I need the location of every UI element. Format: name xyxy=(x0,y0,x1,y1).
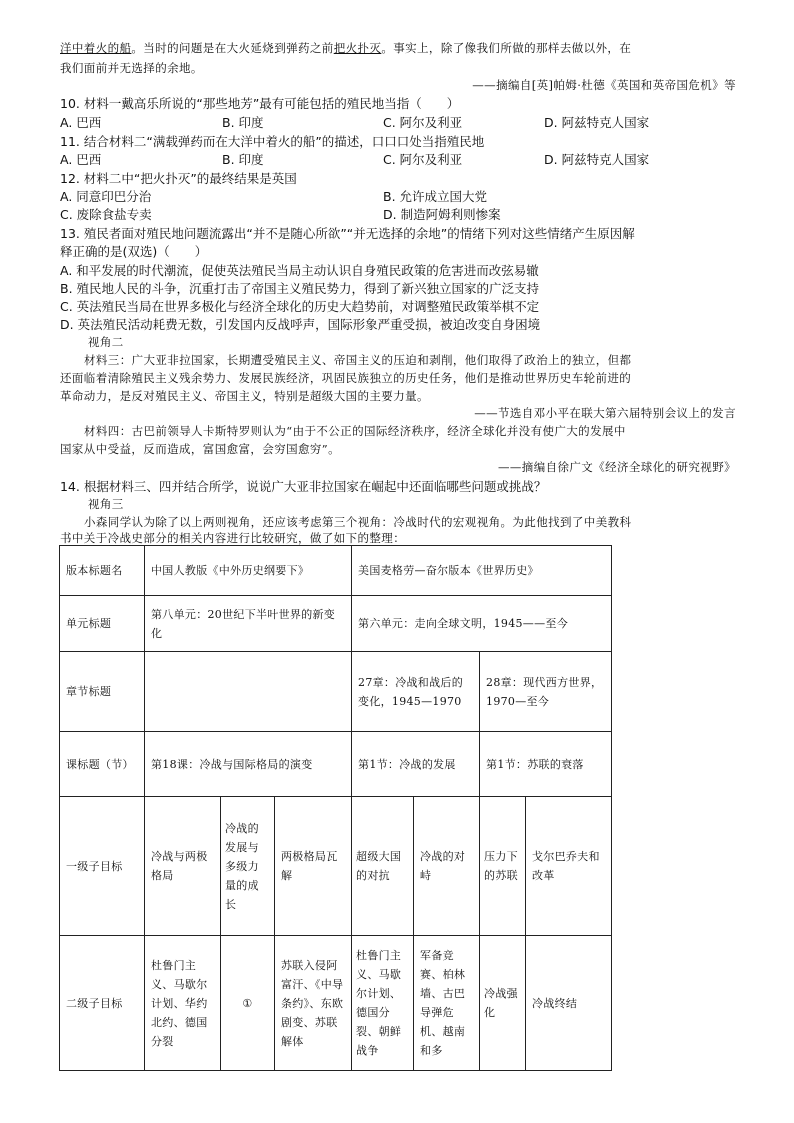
row-header-version: 版本标题名 xyxy=(60,546,145,596)
q13-option-c[interactable]: C. 英法殖民当局在世界多极化与经济全球化的历史大趋势前，对调整殖民政策举棋不定 xyxy=(60,299,540,314)
row-header-chapter: 章节标题 xyxy=(60,652,145,732)
q10-option-d[interactable]: D. 阿兹特克人国家 xyxy=(544,115,650,130)
q10-option-b[interactable]: B. 印度 xyxy=(222,115,264,130)
level1-cell-7: 戈尔巴乔夫和改革 xyxy=(526,797,612,936)
view-three-title: 视角三 xyxy=(88,497,124,511)
q12-option-a[interactable]: A. 同意印巴分治 xyxy=(60,189,152,204)
view-two-title: 视角二 xyxy=(88,335,124,349)
us-lesson-1b: 第1节：苏联的衰落 xyxy=(480,732,612,797)
level1-cell-1: 冷战与两极格局 xyxy=(145,797,221,936)
row-header-level2: 二级子目标 xyxy=(60,936,145,1071)
level1-cell-5: 冷战的对峙 xyxy=(414,797,480,936)
q11-option-d[interactable]: D. 阿兹特克人国家 xyxy=(544,152,650,167)
question-14-stem: 14. 根据材料三、四并结合所学，说说广大亚非拉国家在崛起中还面临哪些问题或挑战？ xyxy=(60,479,547,494)
level1-cell-4: 超级大国的对抗 xyxy=(352,797,414,936)
question-13-stem-line2: 释正确的是(双选)（ ） xyxy=(60,244,208,259)
q10-option-a[interactable]: A. 巴西 xyxy=(60,115,102,130)
table-row-version-title xyxy=(60,546,612,596)
text-segment: 。事实上，除了像我们所做的那样去做以外，在 xyxy=(381,41,632,55)
q13-option-a[interactable]: A. 和平发展的时代潮流，促使英法殖民当局主动认识自身殖民政策的危害进而改弦易辙 xyxy=(60,263,539,278)
level1-cell-6: 压力下的苏联 xyxy=(480,797,526,936)
cn-version-title: 中国人教版《中外历史纲要下》 xyxy=(145,546,352,596)
material-two-source: ——摘编自[英]帕姆·杜德《英国和英帝国危机》等 xyxy=(472,78,736,92)
us-chapter-28: 28章：现代西方世界，1970—至今 xyxy=(480,652,612,732)
question-12-stem: 12. 材料二中“把火扑灭”的最终结果是英国 xyxy=(60,171,297,186)
text-segment: 。当时的问题是在大火延烧到弹药之前 xyxy=(131,41,334,55)
material-two-tail-line1 xyxy=(60,40,631,56)
q10-option-c[interactable]: C. 阿尔及利亚 xyxy=(383,115,463,130)
q11-option-c[interactable]: C. 阿尔及利亚 xyxy=(383,152,463,167)
row-header-unit: 单元标题 xyxy=(60,596,145,652)
level2-cell-6: 冷战强化 xyxy=(480,936,526,1071)
view-three-line1: 小森同学认为除了以上两则视角，还应该考虑第三个视角：冷战时代的宏观视角。为此他找到了中美教科 xyxy=(84,515,632,529)
cn-chapter-title-empty xyxy=(145,652,352,732)
material-two-tail-line2: 我们面前并无选择的余地。 xyxy=(60,61,203,75)
question-13-stem-line1: 13. 殖民者面对殖民地问题流露出“并不是随心所欲”“并无选择的余地”的情绪下列对这些情绪产生原因解 xyxy=(60,226,635,241)
q11-option-a[interactable]: A. 巴西 xyxy=(60,152,102,167)
material-four-source: ——摘编自徐广文《经济全球化的研究视野》 xyxy=(498,460,736,474)
level1-cell-2: 冷战的发展与多级力量的成长 xyxy=(221,797,275,936)
question-11-stem: 11. 结合材料二“满载弹药而在大洋中着火的船”的描述，口口口处当指殖民地 xyxy=(60,134,485,149)
us-version-title: 美国麦格劳—奋尔版本《世界历史》 xyxy=(352,546,612,596)
view-three-line2: 书中关于冷战史部分的相关内容进行比较研究，做了如下的整理： xyxy=(60,531,406,545)
level1-cell-3: 两极格局瓦解 xyxy=(275,797,352,936)
q13-option-d[interactable]: D. 英法殖民活动耗费无数，引发国内反战呼声，国际形象严重受损，被迫改变自身困境 xyxy=(60,317,541,332)
material-three-line3: 革命动力，是反对殖民主义、帝国主义，特别是超级大国的主要力量。 xyxy=(60,389,429,403)
q13-option-b[interactable]: B. 殖民地人民的斗争，沉重打击了帝国主义殖民势力，得到了新兴独立国家的广泛支持 xyxy=(60,281,540,296)
q12-option-b[interactable]: B. 允许成立国大党 xyxy=(383,189,488,204)
material-three-source: ——节选自邓小平在联大第六届特别会议上的发言 xyxy=(474,406,736,420)
cn-unit-title: 第八单元：20世纪下半叶世界的新变化 xyxy=(145,596,352,652)
level2-cell-5: 军备竞赛、柏林墙、古巴导弹危机、越南和多 xyxy=(414,936,480,1071)
underlined-phrase-burning-ship: 洋中着火的船 xyxy=(60,41,132,55)
q11-option-b[interactable]: B. 印度 xyxy=(222,152,264,167)
table-row-level2-subtitles xyxy=(60,936,612,1071)
table-row-level1-subtitles xyxy=(60,797,612,936)
level2-blank-1[interactable]: ① xyxy=(221,936,275,1071)
us-chapter-27: 27章：冷战和战后的变化，1945—1970 xyxy=(352,652,480,732)
table-row-lesson-title xyxy=(60,732,612,797)
question-10-stem: 10. 材料一戴高乐所说的“那些地芳”最有可能包括的殖民地当指（ ） xyxy=(60,96,460,111)
material-three-line1: 材料三：广大亚非拉国家，长期遭受殖民主义、帝国主义的压迫和剥削，他们取得了政治上的独立，但都 xyxy=(84,353,632,367)
table-row-chapter-title xyxy=(60,652,612,732)
level2-cell-4: 杜鲁门主义、马歇尔计划、德国分裂、朝鲜战争 xyxy=(352,936,414,1071)
row-header-level1: 一级子目标 xyxy=(60,797,145,936)
underlined-phrase-put-out-fire: 把火扑灭 xyxy=(333,41,382,55)
level2-cell-3: 苏联入侵阿富汗、《中导条约》、东欧剧变、苏联解体 xyxy=(275,936,352,1071)
cn-lesson-title: 第18课：冷战与国际格局的演变 xyxy=(145,732,352,797)
q12-option-c[interactable]: C. 废除食盐专卖 xyxy=(60,207,152,222)
textbook-comparison-table xyxy=(59,545,612,1071)
level2-cell-7: 冷战终结 xyxy=(526,936,612,1071)
us-lesson-1a: 第1节：冷战的发展 xyxy=(352,732,480,797)
q12-option-d[interactable]: D. 制造阿姆利则惨案 xyxy=(383,207,501,222)
material-four-line2: 国家从中受益，反而造成，富国愈富，会穷国愈穷”。 xyxy=(60,442,340,456)
material-four-line1: 材料四：古巴前领导人卡斯特罗则认为“由于不公正的国际经济秩序，经济全球化并没有使广大的发展中 xyxy=(84,424,626,438)
row-header-lesson: 课标题（节） xyxy=(60,732,145,797)
level2-cell-1: 杜鲁门主义、马歇尔计划、华约北约、德国分裂 xyxy=(145,936,221,1071)
material-three-line2: 还面临着清除殖民主义残余势力、发展民族经济，巩固民族独立的历史任务，他们是推动世界历史车轮前进的 xyxy=(60,371,632,385)
us-unit-title: 第六单元：走向全球文明，1945——至今 xyxy=(352,596,612,652)
table-row-unit-title xyxy=(60,596,612,652)
